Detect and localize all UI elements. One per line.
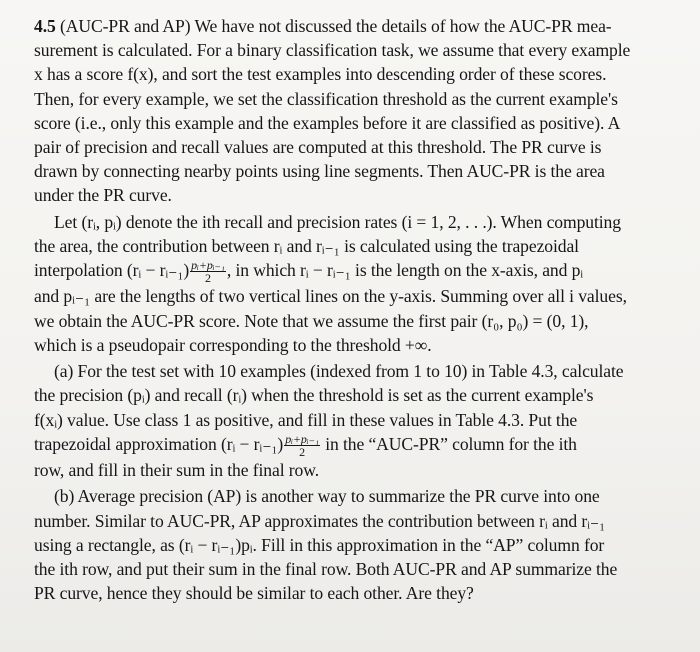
intro-line-4: Then, for every example, we set the classification threshold as the current example's [34,88,618,109]
intro-line-3: x has a score f(x), and sort the test examples into descending order of these scores. [34,64,607,85]
part-b-line-2: number. Similar to AUC-PR, AP approximates the contribution between rᵢ and rᵢ₋₁ [34,510,606,531]
problem-part-a [34,359,672,482]
problem-part-b [34,484,672,605]
part-b-line-1: (b) Average precision (AP) is another way to summarize the PR curve into one [54,486,600,507]
fraction-1: $\frac{\text{pᵢ+pᵢ₋₁}}{2}$ [191,258,225,286]
intro-line-7: drawn by connecting nearby points using line segments. Then AUC-PR is the area [34,161,605,182]
problem-number: 4.5 [34,16,56,36]
part-b-line-4: the ith row, and put their sum in the final row. Both AUC-PR and AP summarize the [34,558,618,579]
part-a-line-3: f(xᵢ) value. Use class 1 as positive, and fill in these values in Table 4.3. Put the [34,409,578,430]
para2-line-2: the area, the contribution between rᵢ and rᵢ₋₁ is calculated using the trapezoidal [34,235,579,256]
part-a-line-2: the precision (pᵢ) and recall (rᵢ) when the threshold is set as the current example's [34,385,594,406]
para2-line-4: and pᵢ₋₁ are the lengths of two vertical lines on the y-axis. Summing over all i values, [34,286,627,307]
para2-line-3: interpolation (rᵢ − rᵢ₋₁) $\frac{\text{pᵢ+pᵢ₋₁}}{2}$ , in which rᵢ − rᵢ₋₁ is the length on the x-axis, and pᵢ [34,258,584,286]
problem-paragraph-2 [34,210,672,357]
intro-line-1: 4.5 (AUC-PR and AP) We have not discussed the details of how the AUC-PR mea- [34,16,612,36]
fraction-2: $\frac{\text{pᵢ+pᵢ₋₁}}{2}$ [285,432,319,460]
para2-line-1: Let (rᵢ, pᵢ) denote the ith recall and precision rates (i = 1, 2, . . .). When computing [54,211,621,232]
intro-line-2: surement is calculated. For a binary classification task, we assume that every example [34,40,631,61]
intro-line-8: under the PR curve. [34,185,172,206]
part-b-line-3: using a rectangle, as (rᵢ − rᵢ₋₁)pᵢ. Fill in this approximation in the “AP” column for [34,534,605,555]
part-a-line-1: (a) For the test set with 10 examples (indexed from 1 to 10) in Table 4.3, calculate [54,361,624,382]
intro-line-5: score (i.e., only this example and the examples before it are classified as positive). A [34,112,621,133]
part-a-line-4: trapezoidal approximation (rᵢ − rᵢ₋₁) $\frac{\text{pᵢ+pᵢ₋₁}}{2}$ in the “AUC-PR” column for the ith [34,432,577,460]
intro-line-6: pair of precision and recall values are computed at this threshold. The PR curve is [34,137,602,158]
problem-intro [34,14,672,208]
para2-line-5: we obtain the AUC-PR score. Note that we assume the first pair (r₀, p₀) = (0, 1), [34,310,589,331]
part-a-line-5: row, and fill in their sum in the final row. [34,460,320,481]
part-b-line-5: PR curve, hence they should be similar to each other. Are they? [34,583,474,604]
para2-line-6: which is a pseudopair corresponding to the threshold +∞. [34,334,432,355]
